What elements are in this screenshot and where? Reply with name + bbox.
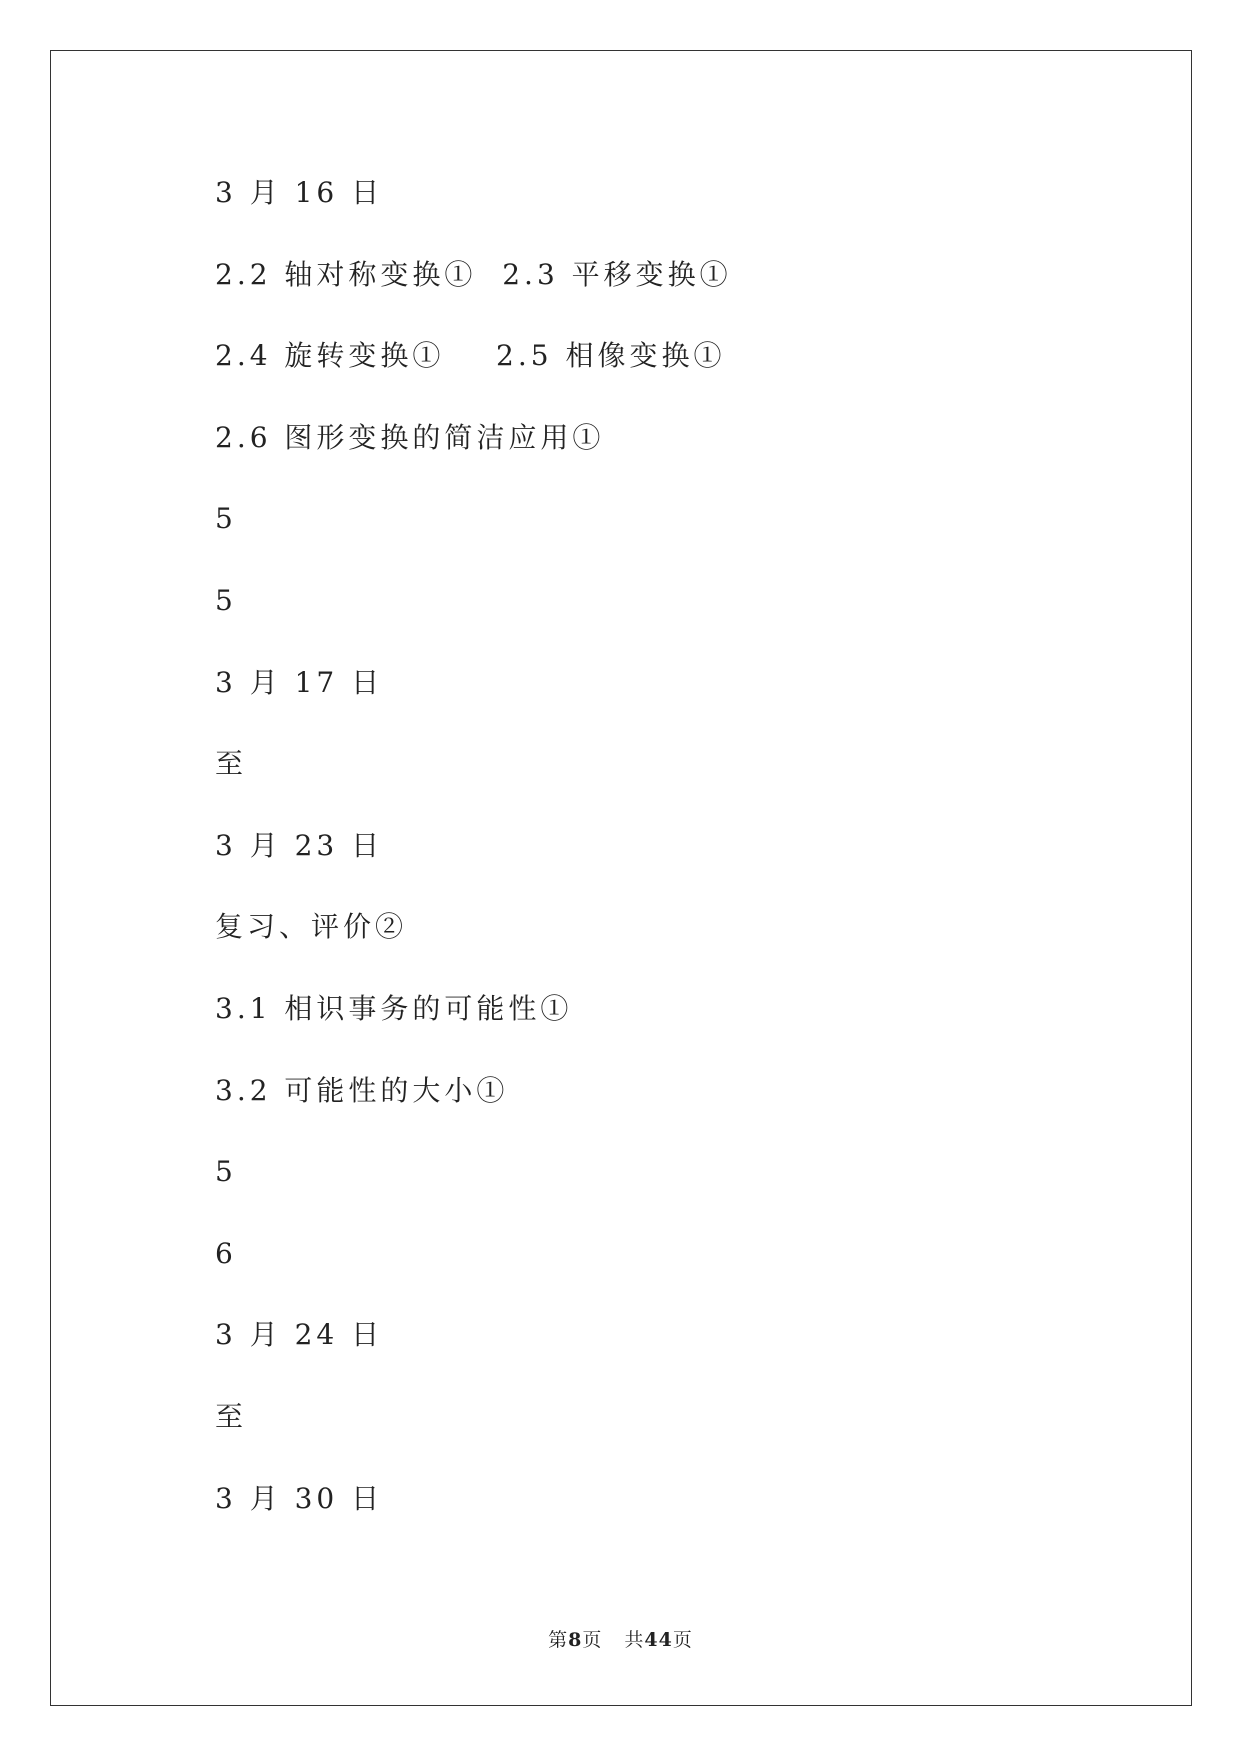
footer-total-suffix: 页 [672,1629,693,1651]
text-line: 至 [215,747,248,781]
text-line: 2.6 图形变换的简洁应用① [215,420,605,454]
text-line: 3 月 16 日 [215,176,384,209]
text-line: 3.1 相识事务的可能性① [215,991,573,1025]
text-line: 2.2 轴对称变换① 2.3 平移变换① [215,257,732,291]
text-line: 5 [215,1155,237,1189]
footer-total-prefix: 共 [624,1629,645,1651]
text-line: 2.4 旋转变换① 2.5 相像变换① [215,339,726,373]
text-line: 至 [215,1399,248,1433]
text-line: 3 月 23 日 [215,828,384,862]
total-page-count: 44 [644,1629,673,1651]
text-line: 5 [215,583,237,617]
text-line: 3 月 24 日 [215,1318,384,1352]
text-line: 3 月 30 日 [215,1481,384,1515]
text-line: 3 月 17 日 [215,665,384,699]
footer-page-suffix: 页 [582,1629,603,1651]
document-body [215,168,1115,1555]
footer-prefix: 第 [548,1629,569,1651]
text-line: 5 [215,502,237,536]
text-line: 3.2 可能性的大小① [215,1073,509,1107]
text-line: 复习、评价② [215,910,408,944]
page-footer [0,1625,1241,1652]
current-page-number: 8 [568,1629,583,1651]
text-line: 6 [215,1236,237,1270]
